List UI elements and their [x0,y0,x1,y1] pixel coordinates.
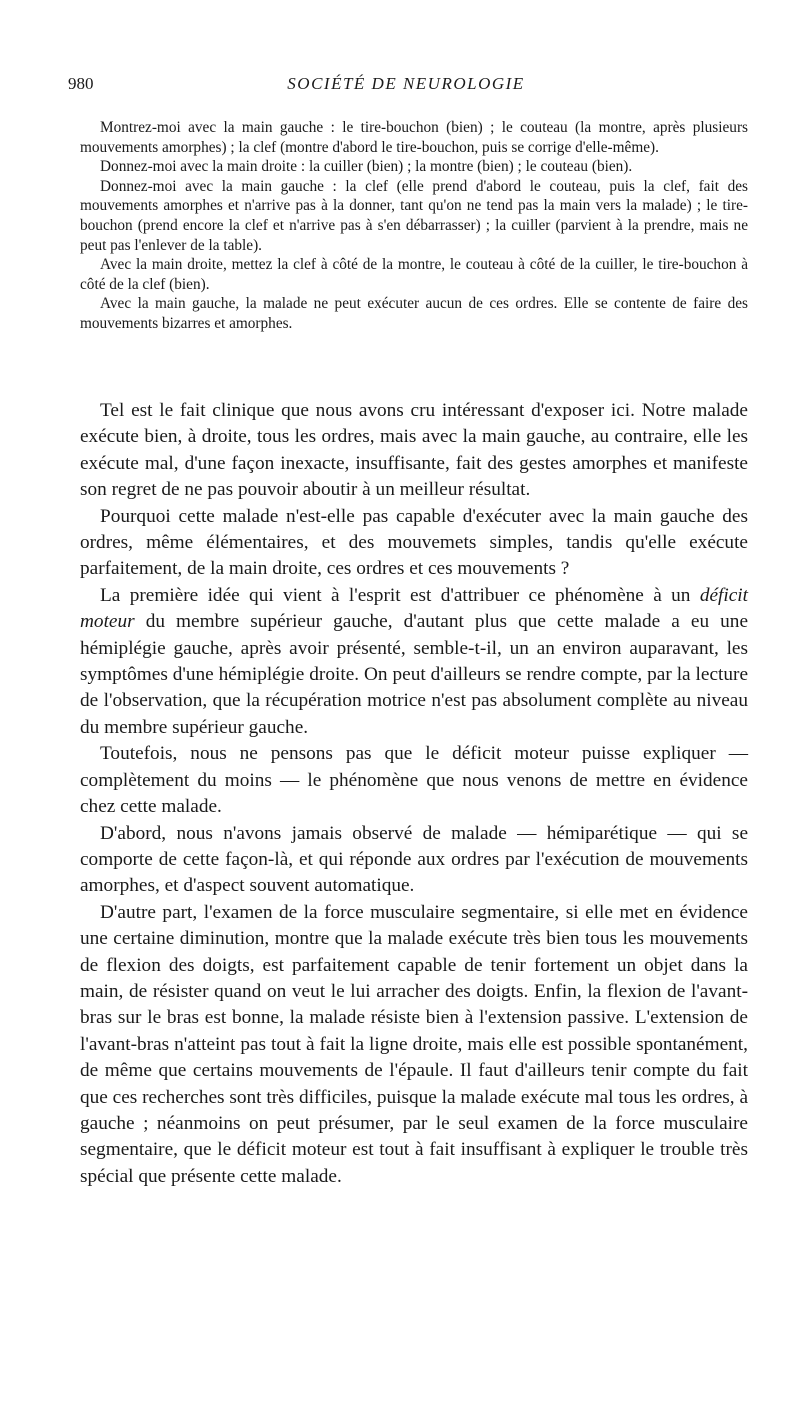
body-text: du membre supérieur gauche, d'autant plus que cette malade a eu une hémiplégie gauche, après avoir présenté, semble-t-il, un an environ auparavant, les symptômes d'une hémiplégie droite. On peut d'ailleurs se rendre compte, par la lecture de l'observation, que la récupération motrice n'est pas absolument complète au niveau du membre supérieur gauche. [80,611,748,738]
body-text: La première idée qui vient à l'esprit est d'attribuer ce phénomène à un [100,584,700,606]
body-paragraph [80,583,748,741]
observation-dialogue [80,118,748,334]
observation-paragraph: Donnez-moi avec la main droite : la cuiller (bien) ; la montre (bien) ; le couteau (bien). [100,158,633,176]
observation-paragraph: Avec la main gauche, la malade ne peut exécuter aucun de ces ordres. Elle se contente de faire des mouvements bizarres et amorphes. [80,295,748,332]
observation-paragraph: Donnez-moi avec la main gauche : la clef (elle prend d'abord le couteau, puis la clef, fait des mouvements amorphes et n'arrive pas à la donner, tant qu'on ne tend pas la main vers la malade) ; le tire-bouchon (prend encore la clef et n'arrive pas à s'en débarrasser) ; la cuiller (parvient à la prendre, mais ne peut pas l'enlever de la table). [80,177,748,254]
page-number: 980 [68,74,94,93]
body-paragraph: Tel est le fait clinique que nous avons cru intéressant d'exposer ici. Notre malade exécute bien, à droite, tous les ordres, mais avec la main gauche, au contraire, elle les exécute mal, d'une façon inexacte, insuffisante, fait des gestes amorphes et manifeste son regret de ne pas pouvoir aboutir à un meilleur résultat. [80,400,748,501]
discussion-text [80,398,748,1190]
observation-paragraph: Avec la main droite, mettez la clef à côté de la montre, le couteau à côté de la cuiller, le tire-bouchon à côté de la clef (bien). [80,256,748,293]
body-paragraph: Pourquoi cette malade n'est-elle pas capable d'exécuter avec la main gauche des ordres, même élémentaires, et des mouvemets simples, tandis qu'elle exécute parfaitement, de la main droite, ces ordres et ces mouvements ? [80,505,748,580]
body-paragraph: D'autre part, l'examen de la force musculaire segmentaire, si elle met en évidence une certaine diminution, montre que la malade exécute très bien tous les mouvements de flexion des doigts, est parfaitement capable de tenir fortement un objet dans la main, de résister quand on veut le lui arracher des doigts. Enfin, la flexion de l'avant-bras sur le bras est bonne, la malade résiste bien à l'extension passive. L'extension de l'avant-bras n'atteint pas tout à fait la ligne droite, mais elle est possible spontanément, de même que certains mouvements de l'épaule. Il faut d'ailleurs tenir compte du fait que ces recherches sont très difficiles, puisque la malade exécute mal tous les ordres, à gauche ; néanmoins on peut présumer, par le seul examen de la force musculaire segmentaire, que le déficit moteur est tout à fait insuffisant à expliquer le trouble très spécial que présente cette malade. [80,901,748,1187]
body-paragraph: Toutefois, nous ne pensons pas que le déficit moteur puisse expliquer — complètement du moins — le phénomène que nous venons de mettre en évidence chez cette malade. [80,743,748,818]
body-paragraph: D'abord, nous n'avons jamais observé de malade — hémiparétique — qui se comporte de cette façon-là, et qui réponde aux ordres par l'exécution de mouvements amorphes, et d'aspect souvent automatique. [80,822,748,897]
page-header [68,74,744,94]
italic-term: déficit moteur [80,584,748,633]
observation-paragraph: Montrez-moi avec la main gauche : le tire-bouchon (bien) ; le couteau (la montre, après plusieurs mouvements amorphes) ; la clef (montre d'abord le tire-bouchon, puis se corrige d'elle-même). [80,119,748,156]
running-title: SOCIÉTÉ DE NEUROLOGIE [287,74,525,93]
